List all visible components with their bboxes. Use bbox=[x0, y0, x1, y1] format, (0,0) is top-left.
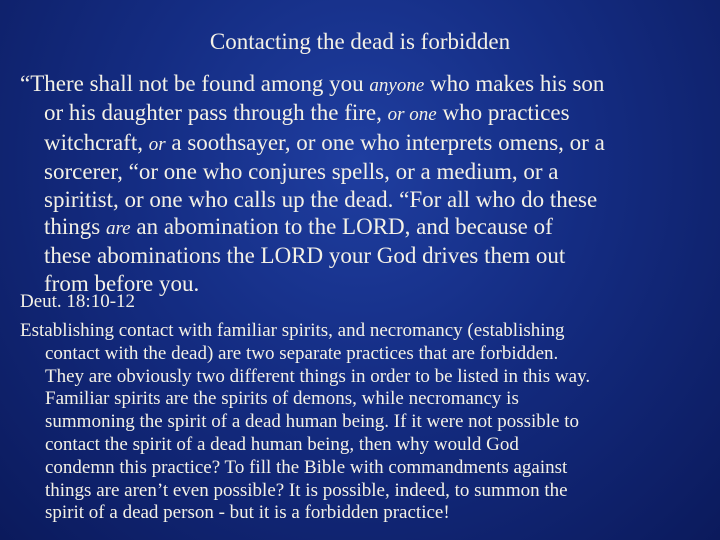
quote-italic-word: anyone bbox=[369, 75, 425, 96]
quote-text: who makes his son or his daughter pass through the fire, bbox=[44, 71, 605, 126]
quote-text: who practices witchcraft, bbox=[44, 100, 570, 155]
quote-text: a soothsayer, or one who interprets omens, or a sorcerer, “or one who conjures spells, or a medium, or a spiritist, or one who calls up the dead. “For all who do these things bbox=[44, 129, 605, 240]
quote-italic-word: or one bbox=[387, 104, 437, 126]
quote-italic-word: or bbox=[148, 133, 166, 155]
quote-italic-word: are bbox=[105, 218, 131, 240]
scripture-quote bbox=[20, 70, 720, 297]
slide-title: Contacting the dead is forbidden bbox=[209, 29, 511, 54]
quote-text: “There shall not be found among you bbox=[20, 71, 370, 96]
quote-text: an abomination to the LORD, and because of these abominations the LORD your God drives them out from before you. bbox=[44, 214, 566, 296]
scripture-reference: Deut. 18:10-12 bbox=[20, 291, 136, 312]
commentary-paragraph: Establishing contact with familiar spirits, and necromancy (establishing contact with the dead) are two separate practices that are forbidden. They are obviously two different things in order to be listed in this way. Familiar spirits are the spirits of demons, while necromancy is summoning the spirit of a dead human being. If it were not possible to contact the spirit of a dead human being, then why would God condemn this practice? To fill the Bible with commandments against things are aren’t even possible? It is possible, indeed, to summon the spirit of a dead person - but it is a forbidden practice! bbox=[20, 320, 591, 524]
